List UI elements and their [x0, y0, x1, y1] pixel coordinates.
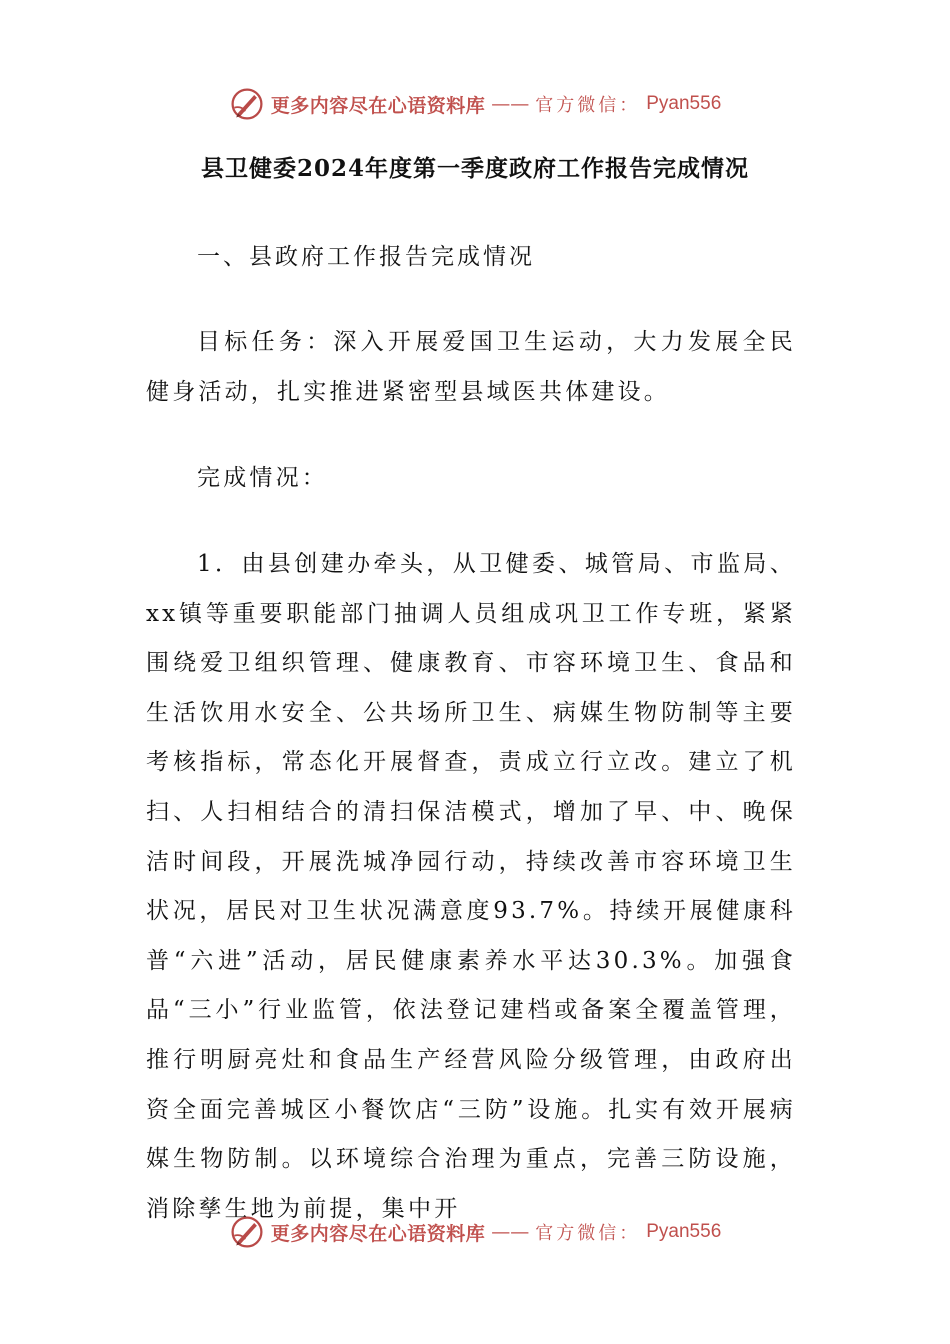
watermark-text: 更多内容尽在心语资料库 [270, 94, 486, 117]
pen-logo-icon [229, 86, 265, 122]
watermark-dash: —— [491, 1221, 530, 1243]
pen-logo-icon [229, 1214, 265, 1250]
section-heading: 一、县政府工作报告完成情况 [197, 244, 535, 270]
target-paragraph: 目标任务：深入开展爱国卫生运动，大力发展全民健身活动，扎实推进紧密型县域医共体建设。 [146, 329, 796, 405]
watermark-label: 官方微信： [535, 1223, 641, 1244]
watermark-wechat-id: Pyan556 [646, 1221, 722, 1242]
watermark-header [0, 84, 950, 124]
watermark-footer [0, 1212, 950, 1252]
watermark-label: 官方微信： [535, 95, 641, 116]
status-label: 完成情况： [197, 465, 328, 491]
document-title: 县卫健委2024年度第一季度政府工作报告完成情况 [200, 155, 749, 182]
watermark-dash: —— [491, 93, 530, 115]
watermark-text: 更多内容尽在心语资料库 [270, 1222, 486, 1245]
watermark-wechat-id: Pyan556 [646, 93, 722, 114]
item-1-paragraph: 1．由县创建办牵头，从卫健委、城管局、市监局、xx镇等重要职能部门抽调人员组成巩卫工作专班，紧紧围绕爱卫组织管理、健康教育、市容环境卫生、食品和生活饮用水安全、公共场所卫生、病媒生物防制等主要考核指标，常态化开展督查，责成立行立改。建立了机扫、人扫相结合的清扫保洁模式，增加了早、中、晚保洁时间段，开展洗城净园行动，持续改善市容环境卫生状况，居民对卫生状况满意度93.7%。持续开展健康科普“六进”活动，居民健康素养水平达30.3%。加强食品“三小”行业监管，依法登记建档或备案全覆盖管理，推行明厨亮灶和食品生产经营风险分级管理，由政府出资全面完善城区小餐饮店“三防”设施。扎实有效开展病媒生物防制。以环境综合治理为重点，完善三防设施，消除孳生地为前提，集中开 [146, 551, 796, 1222]
